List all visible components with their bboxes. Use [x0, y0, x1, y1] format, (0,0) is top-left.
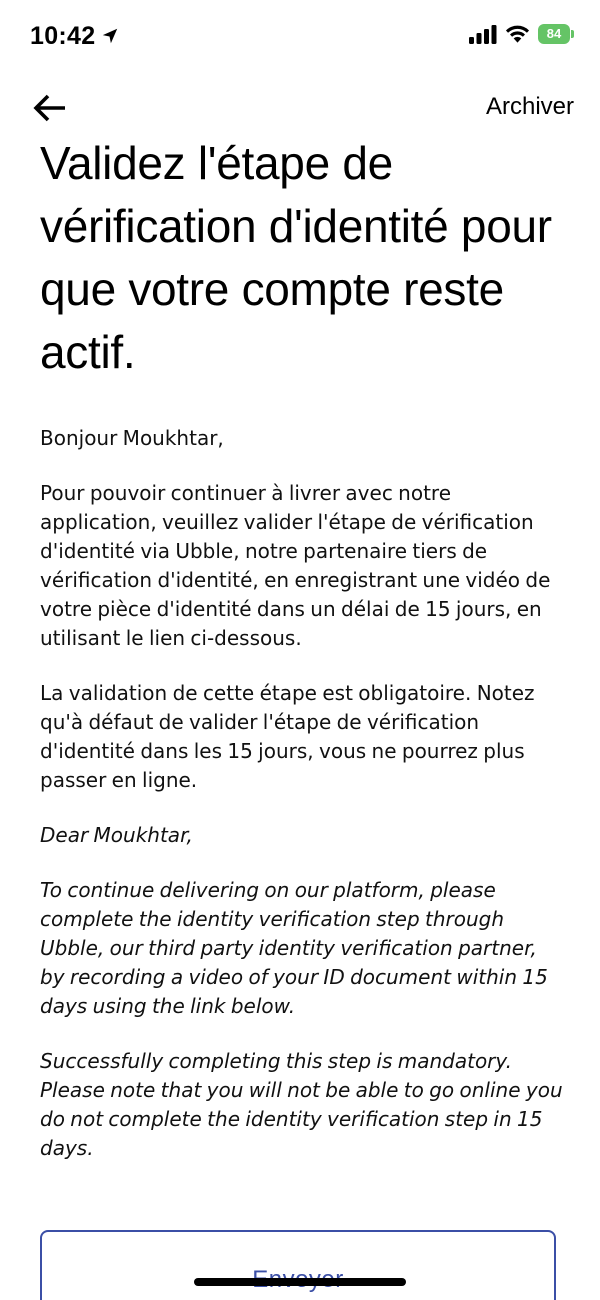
- status-time-group: [30, 20, 119, 52]
- battery-icon: [538, 24, 576, 44]
- archive-button[interactable]: Archiver: [485, 93, 574, 120]
- location-arrow-icon: [101, 27, 119, 45]
- arrow-left-icon: [32, 90, 68, 126]
- paragraph-en-2: Successfully completing this step is mandatory. Please note that you will not be able to go online you do not complete the identity verification step in 15 days.: [40, 1049, 563, 1160]
- message-content: [40, 132, 564, 1163]
- paragraph-fr-2: La validation de cette étape est obligatoire. Notez qu'à défaut de valider l'étape de vérification d'identité dans les 15 jours, vous ne pourrez plus passer en ligne.: [40, 681, 535, 792]
- paragraph-fr-1: Pour pouvoir continuer à livrer avec notre application, veuillez valider l'étape de vérification d'identité via Ubble, notre partenaire tiers de vérification d'identité, en enregistrant une vidéo de votre pièce d'identité dans un délai de 15 jours, en utilisant le lien ci-dessous.: [40, 481, 551, 650]
- send-button[interactable]: [40, 1230, 556, 1300]
- greeting-en: Dear Moukhtar,: [40, 823, 193, 847]
- status-indicators: [469, 24, 576, 44]
- wifi-icon: [505, 24, 530, 44]
- status-bar: [0, 0, 600, 72]
- home-indicator[interactable]: [194, 1278, 406, 1286]
- status-time: 10:42: [30, 22, 96, 50]
- page-title: Validez l'étape de vérification d'identité pour que votre compte reste actif.: [40, 137, 552, 378]
- back-button[interactable]: [32, 90, 72, 130]
- cellular-signal-icon: [469, 24, 497, 44]
- paragraph-en-1: To continue delivering on our platform, please complete the identity verification step through Ubble, our third party identity verification partner, by recording a video of your ID document within 15 days using the link below.: [40, 878, 548, 1018]
- greeting-fr: Bonjour Moukhtar,: [40, 426, 224, 450]
- battery-level: 84: [546, 26, 562, 41]
